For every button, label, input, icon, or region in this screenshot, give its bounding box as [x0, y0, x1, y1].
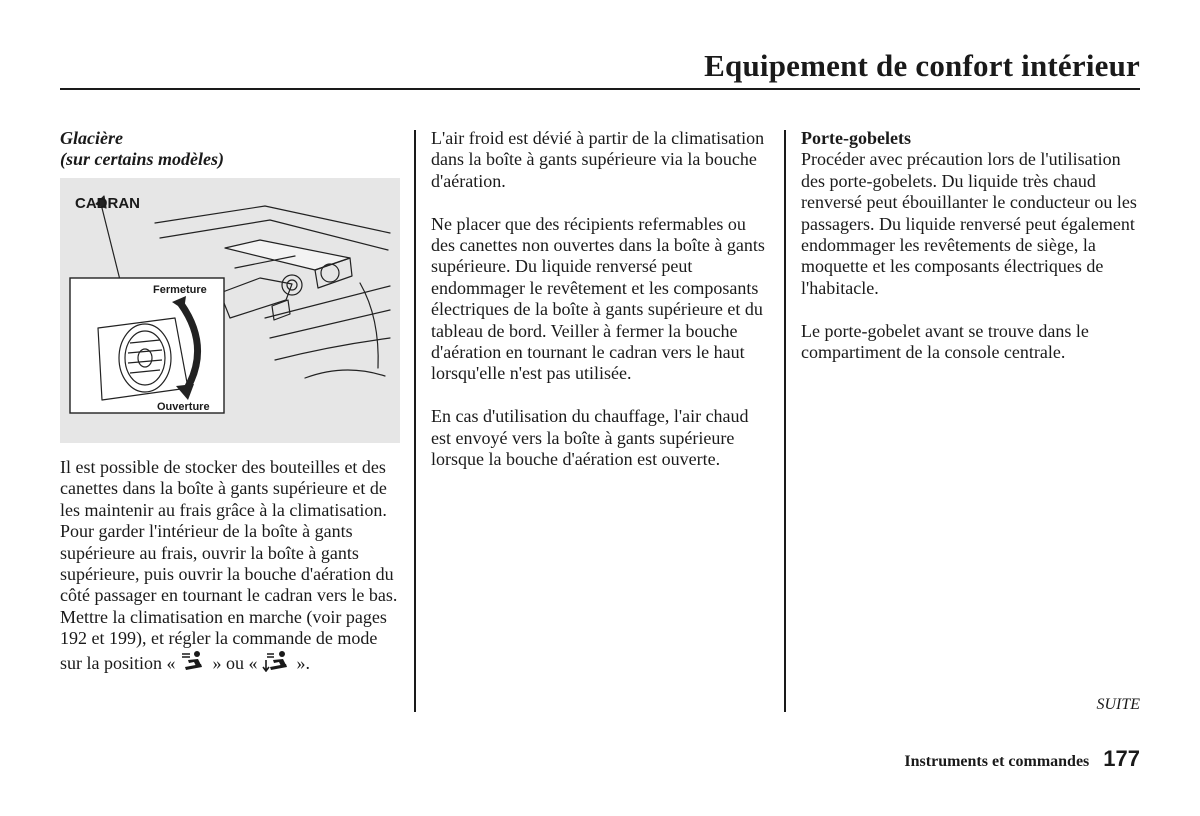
glaciere-instructions [60, 457, 400, 674]
paragraph-cupholder-location: Le porte-gobelet avant se trouve dans le compartiment de la console centrale. [801, 320, 1089, 363]
glaciere-text-or: » ou « [212, 652, 258, 673]
section-title-glaciere [60, 128, 400, 170]
heading-porte-gobelets: Porte-gobelets [801, 128, 911, 148]
label-cadran: CADRAN [75, 195, 140, 212]
column-1 [60, 128, 400, 695]
continued-label: SUITE [1096, 696, 1140, 713]
column-3 [801, 128, 1146, 385]
glaciere-text-end: ». [296, 652, 310, 673]
label-ouverture: Ouverture [157, 401, 210, 413]
footer-section-title: Instruments et commandes [904, 753, 1090, 770]
column-2 [431, 128, 766, 492]
column-divider-2 [784, 130, 786, 712]
page-footer [904, 746, 1140, 772]
section-title-line1: Glacière [60, 128, 123, 148]
glaciere-text: Il est possible de stocker des bouteilles et des canettes dans la boîte à gants supérieure et de les maintenir au frais grâce à la climatisation. Pour garder l'intérieur de la boîte à gants supérieure au frais, ouvrir la boîte à gants supérieure, puis ouvrir la bouche d'aération du côté passager en tournant le cadran vers le bas. Mettre la climatisation en marche (voir pages 192 et 199), et régler la commande de mode sur la position « [60, 457, 398, 673]
vent-face-mode-icon [180, 650, 208, 672]
dashboard-vent-drawing [60, 178, 400, 443]
paragraph-heating: En cas d'utilisation du chauffage, l'air chaud est envoyé vers la boîte à gants supérieure lorsque la bouche d'aération est ouverte. [431, 406, 749, 470]
page-title: Equipement de confort intérieur [704, 48, 1140, 83]
vent-bilevel-mode-icon [262, 650, 292, 672]
dial-illustration [60, 178, 400, 443]
paragraph-cold-air: L'air froid est dévié à partir de la climatisation dans la boîte à gants supérieure via la bouche d'aération. [431, 128, 765, 191]
paragraph-containers-warning: Ne placer que des récipients refermables ou des canettes non ouvertes dans la boîte à gants supérieure. Du liquide renversé peut endommager le revêtement et les composants électriques de la boîte à gants supérieure et du tableau de bord. Veiller à fermer la bouche d'aération en tournant le cadran vers le haut lorsqu'elle n'est pas utilisée. [431, 213, 765, 384]
column-divider-1 [414, 130, 416, 712]
section-title-line2: (sur certains modèles) [60, 149, 224, 169]
paragraph-cupholder-caution: Procéder avec précaution lors de l'utilisation des porte-gobelets. Du liquide très chaud renversé peut ébouillanter le conducteur ou les passagers. Du liquide renversé peut également endommager les revêtements de siège, la moquette et les composants électriques de l'habitacle. [801, 149, 1137, 298]
label-fermeture: Fermeture [153, 284, 207, 296]
page-number: 177 [1103, 746, 1140, 771]
title-rule [60, 88, 1140, 90]
